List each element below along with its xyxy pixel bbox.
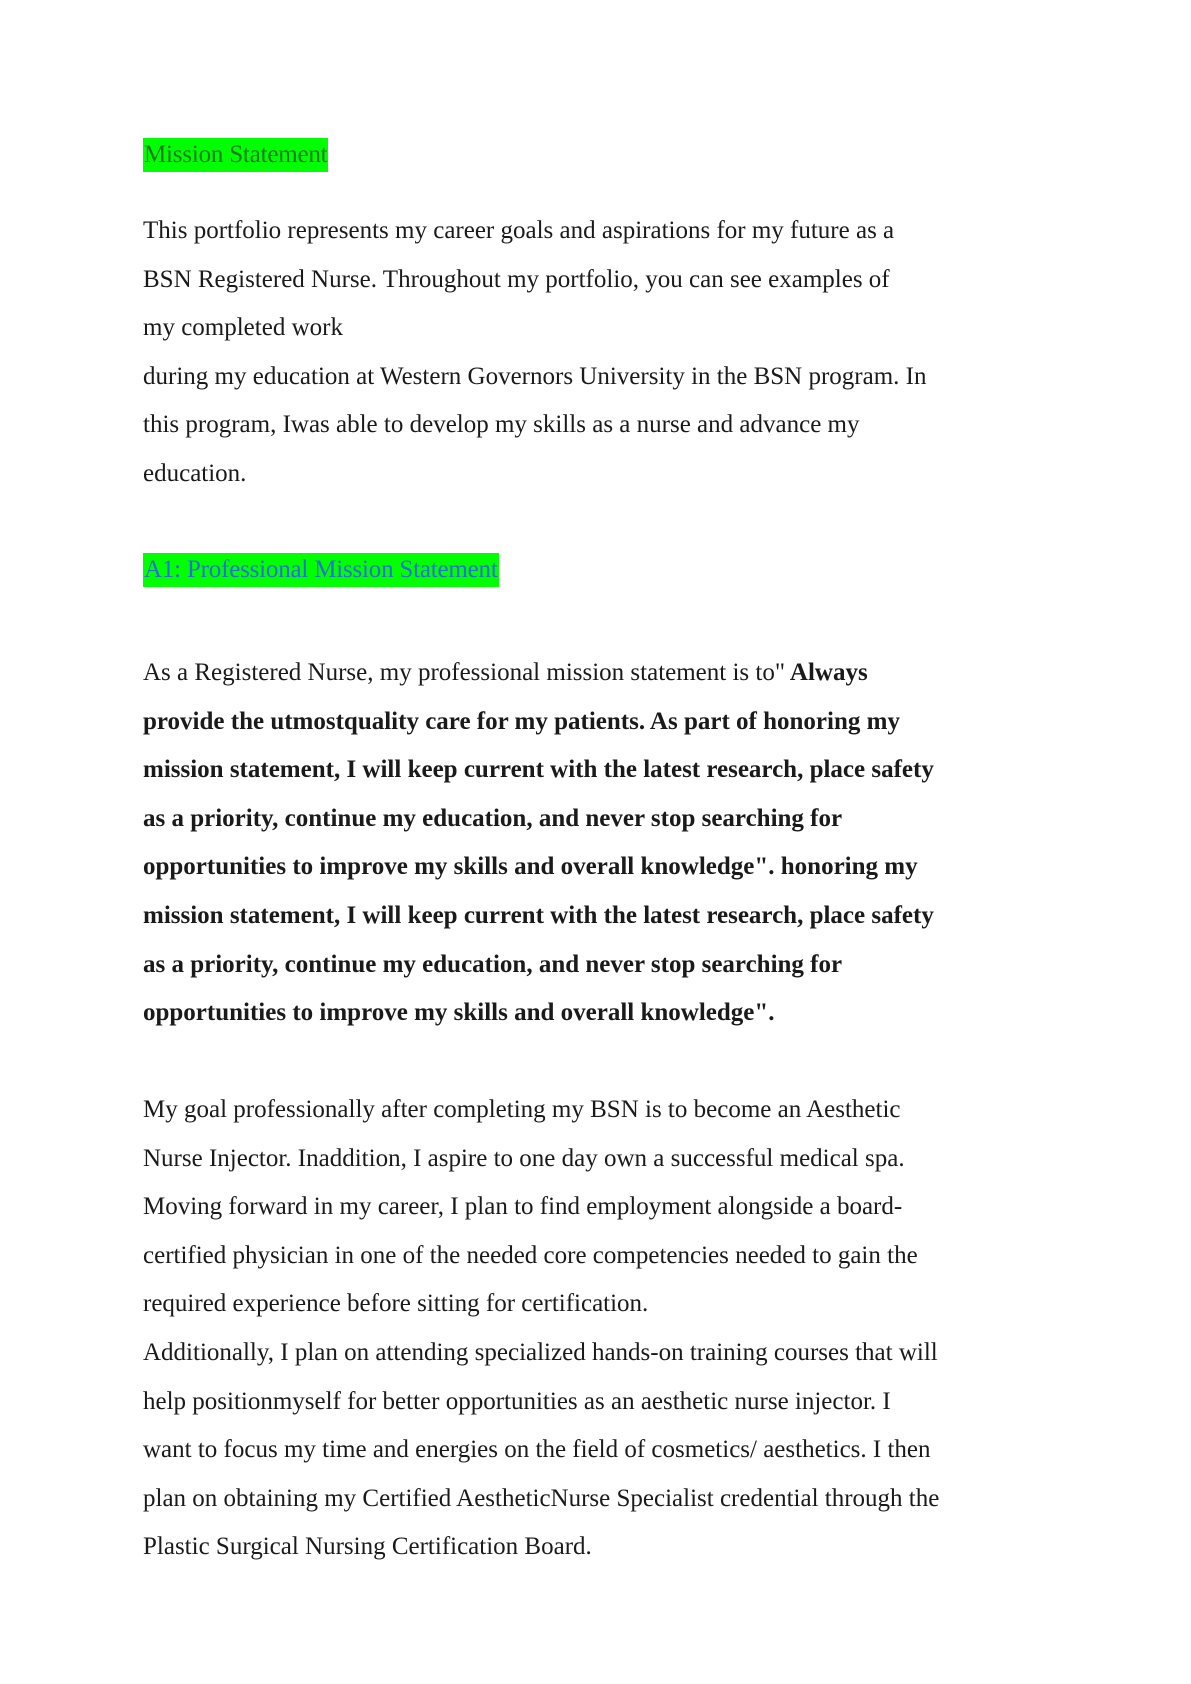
text-line: during my education at Western Governors University in the BSN program. In (143, 362, 927, 390)
text-line: plan on obtaining my Certified AestheticNurse Specialist credential through the (143, 1484, 940, 1512)
text-line: opportunities to improve my skills and overall knowledge". honoring my (143, 853, 918, 881)
text-line: want to focus my time and energies on the field of cosmetics/ aesthetics. I then (143, 1436, 931, 1464)
a1-heading-text: A1: Professional Mission Statement (143, 553, 499, 587)
a1-heading (143, 553, 499, 587)
text-line: as a priority, continue my education, and never stop searching for (143, 804, 843, 832)
a1-bold-start: Always (785, 659, 868, 686)
text-line: mission statement, I will keep current with the latest research, place safety (143, 756, 934, 784)
text-line: mission statement, I will keep current with the latest research, place safety (143, 901, 934, 929)
text-line (143, 649, 934, 698)
text-line: my completed work (143, 314, 343, 342)
mission-paragraph (143, 207, 926, 499)
text-line: help positionmyself for better opportunities as an aesthetic nurse injector. I (143, 1387, 891, 1415)
goals-paragraph (143, 1086, 939, 1572)
text-line: provide the utmostquality care for my patients. As part of honoring my (143, 707, 900, 735)
text-line: Moving forward in my career, I plan to find employment alongside a board- (143, 1193, 903, 1221)
text-line: as a priority, continue my education, and never stop searching for (143, 950, 843, 978)
mission-heading-text: Mission Statement (143, 138, 328, 172)
text-line: My goal professionally after completing my BSN is to become an Aesthetic (143, 1096, 901, 1123)
text-line: this program, Iwas able to develop my skills as a nurse and advance my (143, 411, 860, 439)
text-line: opportunities to improve my skills and overall knowledge". (143, 999, 775, 1027)
a1-intro: As a Registered Nurse, my professional mission statement is to" (143, 659, 786, 686)
text-line: BSN Registered Nurse. Throughout my portfolio, you can see examples of (143, 265, 890, 293)
text-line: education. (143, 459, 247, 487)
a1-paragraph (143, 649, 934, 1038)
text-line: This portfolio represents my career goals and aspirations for my future as a (143, 217, 895, 244)
text-line: required experience before sitting for certification. (143, 1290, 649, 1318)
text-line: certified physician in one of the needed core competencies needed to gain the (143, 1241, 918, 1269)
mission-heading (143, 138, 328, 172)
text-line: Additionally, I plan on attending specialized hands-on training courses that will (143, 1338, 938, 1366)
text-line: Nurse Injector. Inaddition, I aspire to one day own a successful medical spa. (143, 1144, 905, 1172)
text-line: Plastic Surgical Nursing Certification Board. (143, 1533, 592, 1561)
